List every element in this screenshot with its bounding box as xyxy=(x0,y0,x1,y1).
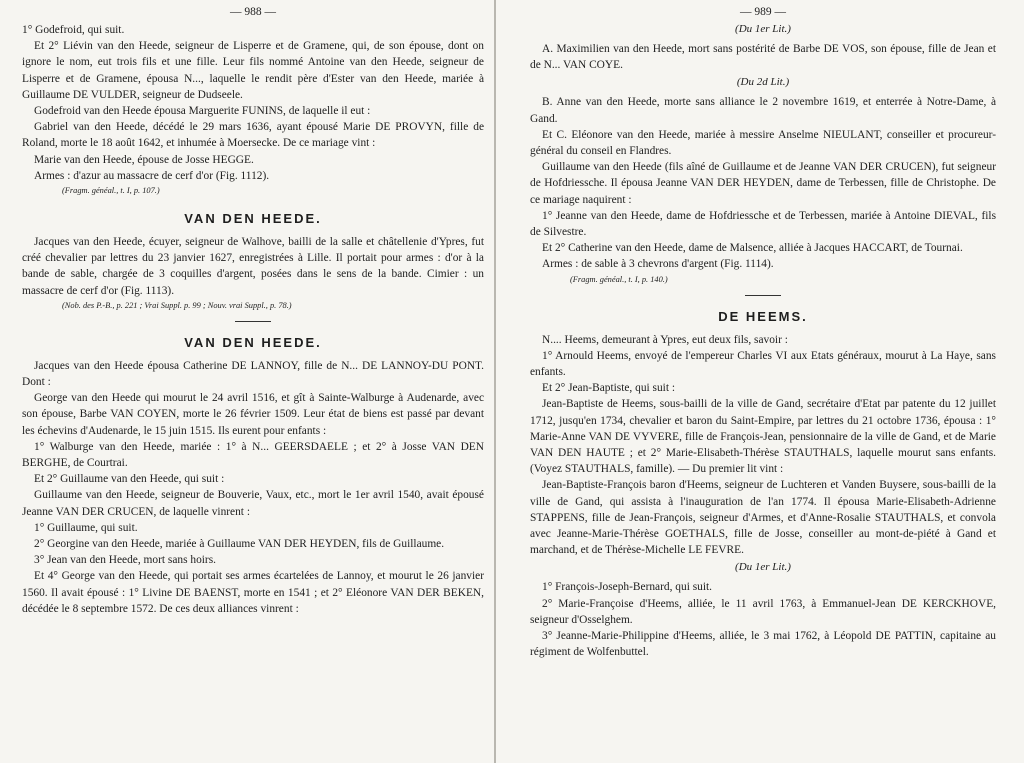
paragraph: 1° François-Joseph-Bernard, qui suit. xyxy=(542,581,713,594)
reference-note: (Fragm. généal., t. I, p. 107.) xyxy=(62,186,160,196)
lit-heading: (Du 1er Lit.) xyxy=(735,23,791,35)
paragraph: Jacques van den Heede épousa Catherine DE LANNOY, fille de N... DE LANNOY-DU PONT. Dont : xyxy=(22,359,484,389)
paragraph: Armes : de sable à 3 chevrons d'argent (Fig. 1114). xyxy=(542,258,774,271)
paragraph: Et 2° Liévin van den Heede, seigneur de Lisperre et de Gramene, qui, de son épouse, dont on ignore le nom, eut trois fils et une fille. Leur fils nommé Antoine van den Heede, seigneur de Lisperre et de Gramene, épousa N..., laquelle le rendit père d'Ester van den Heede, mariée à Guillaume DE VULDER, seigneur de Dudseele. xyxy=(22,40,484,101)
paragraph: George van den Heede qui mourut le 24 avril 1516, et gît à Sainte-Walburge à Audenarde, avec son épouse, Barbe VAN COYEN, morte le 26 février 1509. Leur état de biens est passé par devant les échevins d'Audenarde, le 15 juin 1515. Ils eurent pour enfants : xyxy=(22,392,484,437)
paragraph: Guillaume van den Heede, seigneur de Bouverie, Vaux, etc., mort le 1er avril 1540, avait épousé Jeanne VAN DER CRUCEN, de laquelle vinrent : xyxy=(22,489,484,518)
paragraph: Jean-Baptiste de Heems, sous-bailli de la ville de Gand, secrétaire d'Etat par patente du 12 juillet 1712, jusqu'en 1734, chevalier et baron du Saint-Empire, par lettres du 21 octobre 1736, épousa : 1° Marie-Anne VAN DE VYVERE, fille de François-Jean, pensionnaire de la ville de Gand, et de Marie VAN DEN HAUTE ; et 2° Marie-Elisabeth-Thérèse STAUTHALS, laquelle mourut sans enfants. (Voyez STAUTHALS, famille). — Du premier lit vint : xyxy=(530,398,996,476)
paragraph: 2° Georgine van den Heede, mariée à Guillaume VAN DER HEYDEN, fils de Guillaume. xyxy=(34,538,445,551)
divider-rule xyxy=(745,295,781,296)
paragraph: Gabriel van den Heede, décédé le 29 mars 1636, ayant épousé Marie DE PROVYN, fille de Roland, morte le 18 août 1642, et inhumée à Moersecke. De ce mariage vint : xyxy=(22,121,484,150)
paragraph: 3° Jean van den Heede, mort sans hoirs. xyxy=(34,554,217,567)
paragraph: Et 4° George van den Heede, qui portait ses armes écartelées de Lannoy, et mourut le 26 janvier 1560. Il avait épousé : 1° Livine DE BAENST, morte en 1541 ; et 2° Eléonore VAN DER BEKEN, décédée le 8 septembre 1572. De ces deux alliances vinrent : xyxy=(22,570,484,615)
paragraph: 1° Jeanne van den Heede, dame de Hofdriessche et de Terbessen, mariée à Antoine DIEVAL, fils de Silvestre. xyxy=(530,209,996,239)
paragraph: Et 2° Jean-Baptiste, qui suit : xyxy=(542,382,676,395)
paragraph: 1° Walburge van den Heede, mariée : 1° à N... GEERSDAELE ; et 2° à Josse VAN DEN BERGHE, de Courtrai. xyxy=(22,440,484,470)
lit-heading: (Du 1er Lit.) xyxy=(735,561,791,574)
section-heading: DE HEEMS. xyxy=(718,308,808,324)
left-intro-paragraphs xyxy=(22,22,484,184)
paragraph: Et 2° Guillaume van den Heede, qui suit : xyxy=(34,473,225,486)
paragraph: 1° Godefroid, qui suit. xyxy=(22,24,125,36)
paragraph: Jacques van den Heede, écuyer, seigneur de Walhove, bailli de la salle et châtellenie d'Ypres, fut créé chevalier par lettres du 23 janvier 1627, enregistrées à Lille. Il portait pour armes : d'or à la bande de sable, chargée de 3 coquilles d'argent, posées dans le sens de la bande. Cimier : un massacre de cerf d'or (Fig. 1113). xyxy=(22,236,484,297)
right-page-number: — 989 — xyxy=(740,6,786,18)
right-page xyxy=(530,4,996,661)
paragraph: 1° Arnould Heems, envoyé de l'empereur Charles VI aux Etats généraux, mourut à La Haye, sans enfants. xyxy=(530,349,996,379)
left-page xyxy=(22,4,484,617)
paragraph: Armes : d'azur au massacre de cerf d'or (Fig. 1112). xyxy=(34,169,270,182)
paragraph: Jean-Baptiste-François baron d'Heems, seigneur de Luchteren et Vanden Buysere, sous-bailli de la ville de Gand, qui assista à l'inauguration de l'an 1774. Il épousa Marie-Elisabeth-Adrienne STAPPENS, fille de Jean-François, seigneur d'Armes, et d'Anne-Rosalie STAUTHALS, et convola avec Jeanne-Marie-Thérèse GOETHALS, fille de Josse, conseiller au mont-de-piété à Gand et marchand, et de Thérèse-Michelle LE FEVRE. xyxy=(530,479,996,557)
section-heading: VAN DEN HEEDE. xyxy=(184,334,322,350)
page-gutter xyxy=(494,0,496,763)
paragraph: A. Maximilien van den Heede, mort sans postérité de Barbe DE VOS, son épouse, fille de Jean et de N... VAN COYE. xyxy=(530,43,996,72)
paragraph: 3° Jeanne-Marie-Philippine d'Heems, alliée, le 3 mai 1762, à Léopold DE PATTIN, capitaine au régiment de Wolfenbuttel. xyxy=(530,630,996,659)
section-heading: VAN DEN HEEDE. xyxy=(184,211,322,227)
paragraph: Et 2° Catherine van den Heede, dame de Malsence, alliée à Jacques HACCART, de Tournai. xyxy=(542,242,963,255)
paragraph: 1° Guillaume, qui suit. xyxy=(34,521,138,534)
paragraph: Marie van den Heede, épouse de Josse HEGGE. xyxy=(34,153,254,166)
reference-note: (Nob. des P.-B., p. 221 ; Vrai Suppl. p. 99 ; Nouv. vrai Suppl., p. 78.) xyxy=(62,300,292,310)
left-page-number: — 988 — xyxy=(230,6,276,18)
paragraph: Godefroid van den Heede épousa Marguerite FUNINS, de laquelle il eut : xyxy=(34,105,371,118)
lit-heading: (Du 2d Lit.) xyxy=(736,76,790,89)
paragraph: N.... Heems, demeurant à Ypres, eut deux fils, savoir : xyxy=(542,333,788,346)
paragraph: Et C. Eléonore van den Heede, mariée à messire Anselme NIEULANT, conseiller et procureur-général du conseil en Flandres. xyxy=(530,128,996,158)
reference-note: (Fragm. généal., t. I, p. 140.) xyxy=(570,274,668,284)
paragraph: 2° Marie-Françoise d'Heems, alliée, le 11 avril 1763, à Emmanuel-Jean DE KERCKHOVE, seigneur d'Osselghem. xyxy=(530,597,996,626)
paragraph: B. Anne van den Heede, morte sans alliance le 2 novembre 1619, et enterrée à Notre-Dame, à Gand. xyxy=(530,96,996,125)
divider-rule xyxy=(235,321,271,322)
paragraph: Guillaume van den Heede (fils aîné de Guillaume et de Jeanne VAN DER CRUCEN), fut seigneur de Hofdriessche. Il épousa Jeanne VAN DER HEYDEN, dame de Terbessen, fille de Christophe. De ce mariage naquirent : xyxy=(530,161,996,206)
